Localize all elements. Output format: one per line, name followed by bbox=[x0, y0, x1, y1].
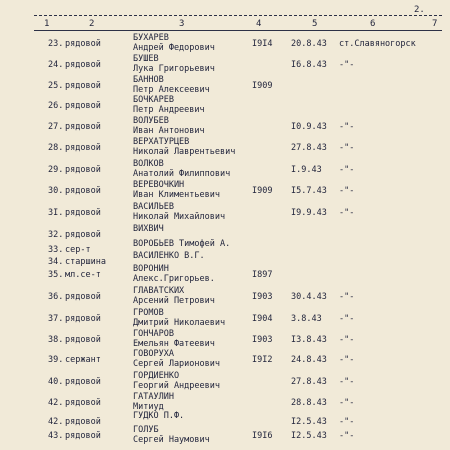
entry-given: Петр Андреевич bbox=[133, 105, 205, 115]
entry-place: -"- bbox=[339, 377, 355, 387]
entry-rank: рядовой bbox=[65, 230, 101, 240]
entry-given: Дмитрий Николаевич bbox=[133, 318, 226, 328]
entry-place: -"- bbox=[339, 431, 355, 441]
entry-year: I909 bbox=[252, 186, 273, 196]
column-number-2: 2 bbox=[89, 19, 95, 29]
entry-given: Митиуд bbox=[133, 402, 164, 412]
entry-given: Андрей Федорович bbox=[133, 43, 215, 53]
entry-num: 32. bbox=[48, 230, 64, 240]
entry-rank: рядовой bbox=[65, 314, 101, 324]
column-number-4: 4 bbox=[256, 19, 262, 29]
entry-surname: ВОЛУБЕВ bbox=[133, 116, 169, 126]
entry-place: -"- bbox=[339, 122, 355, 132]
entry-rank: рядовой bbox=[65, 101, 101, 111]
entry-given: Алекс.Григорьев. bbox=[133, 274, 215, 284]
entry-place: -"- bbox=[339, 60, 355, 70]
entry-year: I9I6 bbox=[252, 431, 273, 441]
entry-num: 37. bbox=[48, 314, 64, 324]
entry-place: -"- bbox=[339, 208, 355, 218]
entry-year: I9I2 bbox=[252, 355, 273, 365]
entry-rank: рядовой bbox=[65, 39, 101, 49]
entry-surname: ВОРОНИН bbox=[133, 264, 169, 274]
header-top-rule bbox=[34, 15, 442, 16]
entry-date: I2.5.43 bbox=[291, 417, 327, 427]
entry-rank: рядовой bbox=[65, 165, 101, 175]
entry-num: 39. bbox=[48, 355, 64, 365]
entry-given: Николай Лаврентьевич bbox=[133, 147, 236, 157]
entry-rank: рядовой bbox=[65, 398, 101, 408]
entry-place: ст.Славяногорск bbox=[339, 39, 416, 49]
entry-surname: ГОНЧАРОВ bbox=[133, 329, 174, 339]
entry-given: Сергей Ларионович bbox=[133, 359, 220, 369]
entry-rank: рядовой bbox=[65, 143, 101, 153]
column-number-5: 5 bbox=[312, 19, 318, 29]
entry-place: -"- bbox=[339, 292, 355, 302]
entry-num: 29. bbox=[48, 165, 64, 175]
entry-num: 24. bbox=[48, 60, 64, 70]
entry-num: 42. bbox=[48, 398, 64, 408]
entry-num: 40. bbox=[48, 377, 64, 387]
entry-surname: ГРОМОВ bbox=[133, 308, 164, 318]
column-number-3: 3 bbox=[179, 19, 185, 29]
entry-surname: ВОРОБЬЕВ Тимофей А. bbox=[133, 239, 231, 249]
entry-surname: ГАТАУЛИН bbox=[133, 392, 174, 402]
entry-date: 30.4.43 bbox=[291, 292, 327, 302]
entry-surname: БУХАРЕВ bbox=[133, 33, 169, 43]
column-number-1: 1 bbox=[44, 19, 50, 29]
entry-given: Иван Антонович bbox=[133, 126, 205, 136]
entry-given: Емельян Фатеевич bbox=[133, 339, 215, 349]
entry-num: 27. bbox=[48, 122, 64, 132]
entry-rank: рядовой bbox=[65, 60, 101, 70]
entry-date: I9.9.43 bbox=[291, 208, 327, 218]
page-number: 2. bbox=[414, 5, 425, 15]
entry-rank: рядовой bbox=[65, 186, 101, 196]
entry-place: -"- bbox=[339, 165, 355, 175]
entry-date: 24.8.43 bbox=[291, 355, 327, 365]
entry-num: 42. bbox=[48, 417, 64, 427]
entry-date: 27.8.43 bbox=[291, 377, 327, 387]
entry-given: Сергей Наумович bbox=[133, 435, 210, 445]
entry-rank: рядовой bbox=[65, 292, 101, 302]
entry-surname: ВАСИЛЕНКО В.Г. bbox=[133, 251, 205, 261]
entry-rank: сержант bbox=[65, 355, 101, 365]
entry-rank: рядовой bbox=[65, 377, 101, 387]
entry-surname: ГОВОРУХА bbox=[133, 349, 174, 359]
entry-year: I897 bbox=[252, 270, 273, 280]
column-number-7: 7 bbox=[432, 19, 438, 29]
entry-surname: ВЕРЕВОЧКИН bbox=[133, 180, 185, 190]
entry-rank: рядовой bbox=[65, 431, 101, 441]
entry-place: -"- bbox=[339, 186, 355, 196]
entry-rank: мл.се-т bbox=[65, 270, 101, 280]
entry-surname: ВИХВИЧ bbox=[133, 224, 164, 234]
entry-surname: БАННОВ bbox=[133, 75, 164, 85]
entry-date: I6.8.43 bbox=[291, 60, 327, 70]
entry-surname: ГУДКО П.Ф. bbox=[133, 411, 185, 421]
entry-given: Николай Михайлович bbox=[133, 212, 226, 222]
column-number-6: 6 bbox=[370, 19, 376, 29]
entry-num: 25. bbox=[48, 81, 64, 91]
entry-surname: ВЕРХАТУРЦЕВ bbox=[133, 137, 190, 147]
entry-surname: БУШЕВ bbox=[133, 54, 159, 64]
entry-date: I3.8.43 bbox=[291, 335, 327, 345]
entry-place: -"- bbox=[339, 355, 355, 365]
entry-num: 30. bbox=[48, 186, 64, 196]
entry-surname: ВОЛКОВ bbox=[133, 159, 164, 169]
entry-date: I5.7.43 bbox=[291, 186, 327, 196]
entry-rank: рядовой bbox=[65, 335, 101, 345]
entry-num: 26. bbox=[48, 101, 64, 111]
entry-given: Петр Алексеевич bbox=[133, 85, 210, 95]
entry-date: 28.8.43 bbox=[291, 398, 327, 408]
entry-place: -"- bbox=[339, 335, 355, 345]
entry-year: I903 bbox=[252, 335, 273, 345]
entry-year: I903 bbox=[252, 292, 273, 302]
entry-rank: рядовой bbox=[65, 208, 101, 218]
entry-num: 3I. bbox=[48, 208, 64, 218]
entry-given: Анатолий Филиппович bbox=[133, 169, 231, 179]
entry-surname: БОЧКАРЕВ bbox=[133, 95, 174, 105]
entry-date: 27.8.43 bbox=[291, 143, 327, 153]
header-bottom-rule bbox=[34, 30, 442, 31]
entry-given: Иван Климентьевич bbox=[133, 190, 220, 200]
entry-date: I0.9.43 bbox=[291, 122, 327, 132]
entry-given: Георгий Андреевич bbox=[133, 381, 220, 391]
entry-given: Лука Григорьевич bbox=[133, 64, 215, 74]
entry-num: 38. bbox=[48, 335, 64, 345]
entry-rank: рядовой bbox=[65, 81, 101, 91]
entry-place: -"- bbox=[339, 314, 355, 324]
entry-rank: сер-т bbox=[65, 245, 91, 255]
entry-date: I.9.43 bbox=[291, 165, 322, 175]
entry-num: 36. bbox=[48, 292, 64, 302]
entry-place: -"- bbox=[339, 417, 355, 427]
entry-year: I904 bbox=[252, 314, 273, 324]
entry-date: 20.8.43 bbox=[291, 39, 327, 49]
entry-place: -"- bbox=[339, 143, 355, 153]
entry-surname: ГОРДИЕНКО bbox=[133, 371, 180, 381]
entry-num: 28. bbox=[48, 143, 64, 153]
entry-num: 33. bbox=[48, 245, 64, 255]
entry-rank: старшина bbox=[65, 257, 106, 267]
entry-num: 34. bbox=[48, 257, 64, 267]
entry-surname: ГЛАВАТСКИХ bbox=[133, 286, 185, 296]
entry-rank: рядовой bbox=[65, 122, 101, 132]
entry-num: 43. bbox=[48, 431, 64, 441]
entry-num: 35. bbox=[48, 270, 64, 280]
entry-date: I2.5.43 bbox=[291, 431, 327, 441]
entry-date: 3.8.43 bbox=[291, 314, 322, 324]
entry-place: -"- bbox=[339, 398, 355, 408]
entry-year: I909 bbox=[252, 81, 273, 91]
entry-surname: ГОЛУБ bbox=[133, 425, 159, 435]
entry-year: I9I4 bbox=[252, 39, 273, 49]
entry-num: 23. bbox=[48, 39, 64, 49]
entry-rank: рядовой bbox=[65, 417, 101, 427]
entry-surname: ВАСИЛЬЕВ bbox=[133, 202, 174, 212]
entry-given: Арсений Петрович bbox=[133, 296, 215, 306]
